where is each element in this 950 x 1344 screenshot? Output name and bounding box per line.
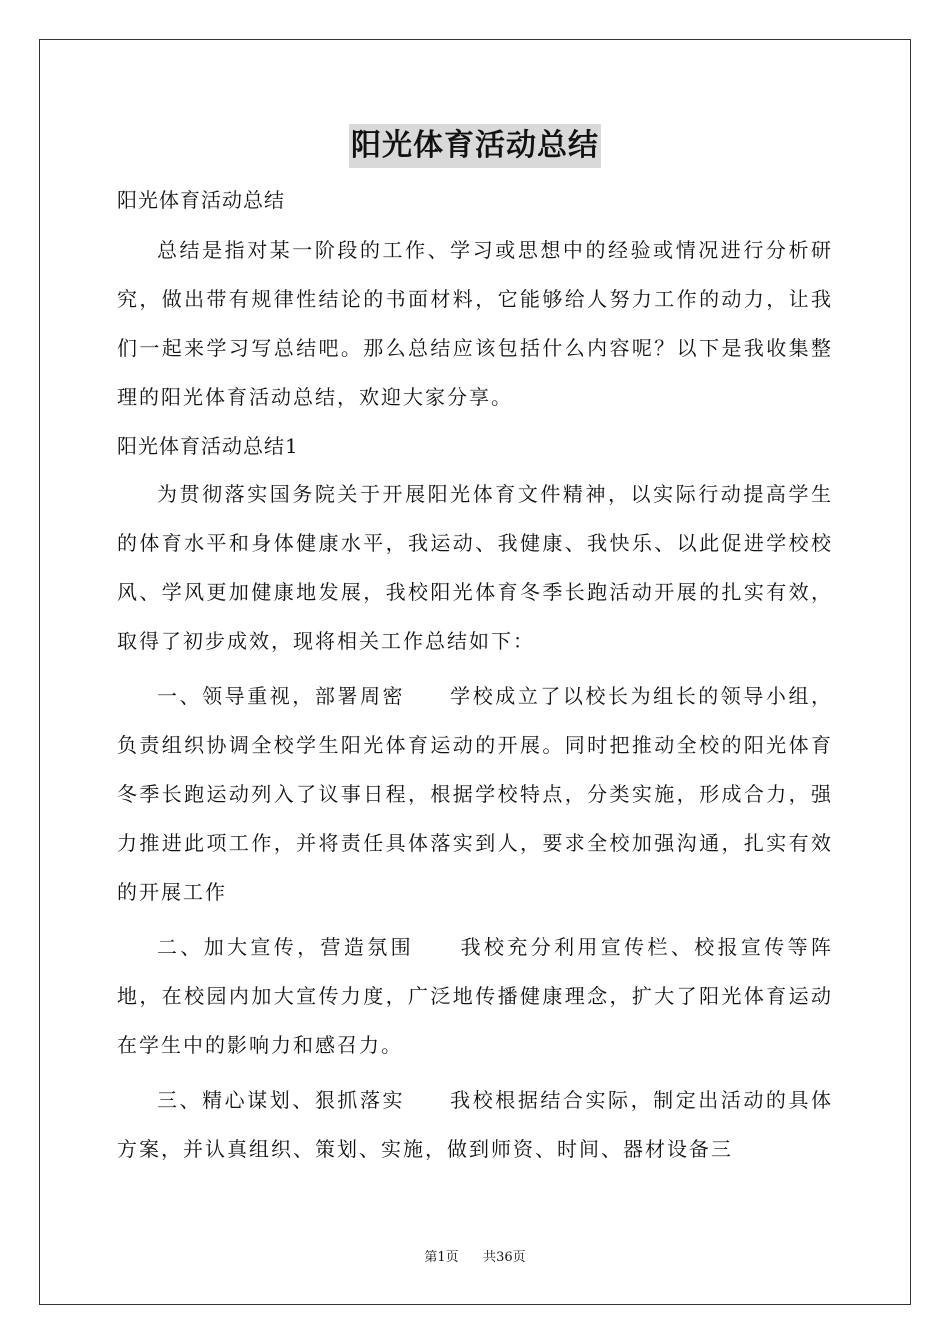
document-title: 阳光体育活动总结 [349, 124, 601, 168]
section-heading: 阳光体育活动总结1 [117, 434, 299, 458]
document-subtitle: 阳光体育活动总结 [117, 188, 285, 212]
body-paragraph: 二、加大宣传，营造氛围 我校充分利用宣传栏、校报宣传等阵地，在校园内加大宣传力度，广泛地传播健康理念，扩大了阳光体育运动在学生中的影响力和感召力。 [117, 935, 833, 1057]
intro-paragraph: 总结是指对某一阶段的工作、学习或思想中的经验或情况进行分析研究，做出带有规律性结论的书面材料，它能够给人努力工作的动力，让我们一起来学习写总结吧。那么总结应该包括什么内容呢？以下是我收集整理的阳光体育活动总结，欢迎大家分享。 [117, 238, 833, 409]
body-paragraph: 三、精心谋划、狠抓落实 我校根据结合实际，制定出活动的具体方案，并认真组织、策划、实施，做到师资、时间、器材设备三 [117, 1088, 833, 1161]
title-container [0, 124, 950, 168]
document-body [117, 180, 833, 1174]
body-paragraph: 为贯彻落实国务院关于开展阳光体育文件精神，以实际行动提高学生的体育水平和身体健康水平，我运动、我健康、我快乐、以此促进学校校风、学风更加健康地发展，我校阳光体育冬季长跑活动开展的扎实有效，取得了初步成效，现将相关工作总结如下： [117, 482, 833, 653]
page-total: 共36页 [483, 1250, 526, 1265]
body-paragraph: 一、领导重视，部署周密 学校成立了以校长为组长的领导小组，负责组织协调全校学生阳光体育运动的开展。同时把推动全校的阳光体育冬季长跑运动列入了议事日程，根据学校特点，分类实施，形成合力，强力推进此项工作，并将责任具体落实到人，要求全校加强沟通，扎实有效的开展工作 [117, 684, 833, 904]
page-footer [0, 1246, 950, 1265]
page-number: 第1页 [424, 1250, 459, 1265]
